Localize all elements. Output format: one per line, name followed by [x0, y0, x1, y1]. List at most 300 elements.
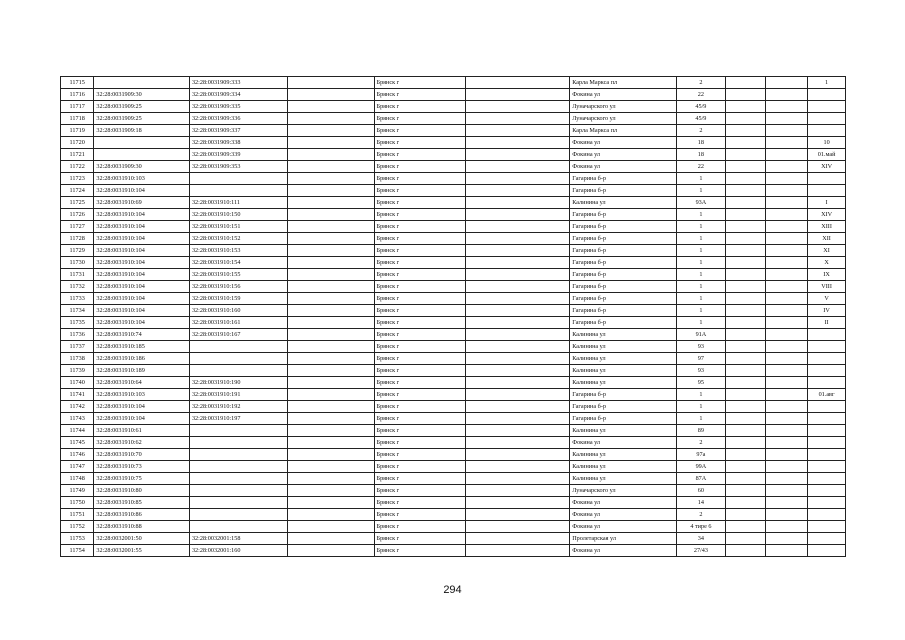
page-number: 294: [443, 584, 462, 596]
table-cell: [765, 113, 807, 125]
table-cell: 32:28:0031910:104: [94, 257, 190, 269]
table-cell: [808, 545, 846, 557]
table-cell: [725, 545, 765, 557]
table-cell: [287, 89, 374, 101]
table-cell: 1: [676, 317, 725, 329]
table-cell: 1: [676, 281, 725, 293]
table-cell: 11721: [61, 149, 94, 161]
table-cell: [465, 449, 570, 461]
table-cell: 11752: [61, 521, 94, 533]
table-cell: 93: [676, 365, 725, 377]
table-cell: [765, 353, 807, 365]
table-row: [61, 173, 846, 185]
table-cell: [765, 161, 807, 173]
table-cell: Брянск г: [374, 113, 465, 125]
table-cell: 32:28:0031909:339: [189, 149, 287, 161]
table-cell: 32:28:0031910:104: [94, 293, 190, 305]
table-cell: 32:28:0031909:337: [189, 125, 287, 137]
table-cell: 11743: [61, 413, 94, 425]
table-cell: 11719: [61, 125, 94, 137]
table-cell: Брянск г: [374, 473, 465, 485]
table-cell: [287, 209, 374, 221]
table-cell: [287, 233, 374, 245]
table-cell: [189, 521, 287, 533]
table-cell: [725, 437, 765, 449]
table-row: [61, 305, 846, 317]
table-cell: [808, 401, 846, 413]
table-cell: [287, 77, 374, 89]
table-cell: 32:28:0031910:104: [94, 209, 190, 221]
table-row: [61, 113, 846, 125]
table-cell: Калинина ул: [570, 353, 677, 365]
table-row: [61, 233, 846, 245]
table-cell: 11746: [61, 449, 94, 461]
table-cell: [465, 341, 570, 353]
table-cell: 22: [676, 89, 725, 101]
table-cell: 11749: [61, 485, 94, 497]
table-cell: [465, 317, 570, 329]
table-cell: [765, 89, 807, 101]
table-cell: [287, 101, 374, 113]
table-cell: [189, 353, 287, 365]
table-cell: 32:28:0031910:85: [94, 497, 190, 509]
table-row: [61, 185, 846, 197]
table-cell: [189, 485, 287, 497]
table-cell: [465, 485, 570, 497]
table-row: [61, 257, 846, 269]
table-row: [61, 461, 846, 473]
table-cell: 32:28:0031910:190: [189, 377, 287, 389]
table-cell: Гагарина б-р: [570, 173, 677, 185]
table-cell: [808, 437, 846, 449]
table-cell: 11733: [61, 293, 94, 305]
table-cell: 32:28:0031910:104: [94, 221, 190, 233]
table-cell: 32:28:0031910:167: [189, 329, 287, 341]
table-row: [61, 533, 846, 545]
table-cell: [808, 101, 846, 113]
table-cell: [725, 461, 765, 473]
table-cell: Брянск г: [374, 281, 465, 293]
table-cell: [287, 329, 374, 341]
table-cell: [465, 137, 570, 149]
table-cell: 32:28:0031910:75: [94, 473, 190, 485]
table-cell: [725, 257, 765, 269]
table-row: [61, 209, 846, 221]
table-cell: [808, 173, 846, 185]
table-cell: 11720: [61, 137, 94, 149]
table-cell: [287, 401, 374, 413]
table-cell: Брянск г: [374, 461, 465, 473]
table-cell: [765, 329, 807, 341]
table-cell: [465, 185, 570, 197]
table-cell: [465, 281, 570, 293]
table-cell: [725, 269, 765, 281]
table-cell: 1: [676, 269, 725, 281]
table-cell: [465, 293, 570, 305]
table-row: [61, 197, 846, 209]
table-cell: 11724: [61, 185, 94, 197]
table-cell: [765, 221, 807, 233]
table-cell: 14: [676, 497, 725, 509]
table-cell: Брянск г: [374, 425, 465, 437]
table-cell: 32:28:0031910:104: [94, 413, 190, 425]
table-cell: [725, 413, 765, 425]
table-cell: Брянск г: [374, 449, 465, 461]
table-cell: [465, 533, 570, 545]
table-cell: Гагарина б-р: [570, 389, 677, 401]
table-cell: [465, 77, 570, 89]
table-row: [61, 509, 846, 521]
table-cell: Брянск г: [374, 533, 465, 545]
table-row: [61, 125, 846, 137]
table-cell: [725, 77, 765, 89]
table-row: [61, 77, 846, 89]
table-cell: Брянск г: [374, 233, 465, 245]
table-cell: Брянск г: [374, 341, 465, 353]
table-cell: 01.авг: [808, 389, 846, 401]
table-cell: 1: [676, 209, 725, 221]
table-cell: 11731: [61, 269, 94, 281]
table-cell: [765, 209, 807, 221]
table-cell: 32:28:0031909:335: [189, 101, 287, 113]
table-cell: 32:28:0031910:151: [189, 221, 287, 233]
table-cell: XIV: [808, 209, 846, 221]
table-cell: [287, 125, 374, 137]
table-cell: [465, 389, 570, 401]
table-row: [61, 437, 846, 449]
table-cell: [725, 305, 765, 317]
table-cell: [287, 149, 374, 161]
table-cell: Гагарина б-р: [570, 281, 677, 293]
table-cell: [808, 473, 846, 485]
table-cell: [808, 449, 846, 461]
table-row: [61, 317, 846, 329]
table-cell: 32:28:0031910:69: [94, 197, 190, 209]
table-cell: 11753: [61, 533, 94, 545]
table-cell: Калинина ул: [570, 329, 677, 341]
table-cell: [189, 461, 287, 473]
table-cell: 32:28:0031910:191: [189, 389, 287, 401]
table-cell: [725, 89, 765, 101]
table-cell: Фокина ул: [570, 497, 677, 509]
table-cell: 45/9: [676, 101, 725, 113]
table-cell: 11735: [61, 317, 94, 329]
table-cell: [765, 233, 807, 245]
table-cell: 97а: [676, 449, 725, 461]
table-cell: [725, 149, 765, 161]
table-cell: 11732: [61, 281, 94, 293]
table-cell: [287, 113, 374, 125]
table-cell: [725, 161, 765, 173]
table-cell: [725, 245, 765, 257]
table-cell: Брянск г: [374, 305, 465, 317]
table-cell: Брянск г: [374, 221, 465, 233]
table-cell: [287, 413, 374, 425]
table-cell: 32:28:0031910:104: [94, 281, 190, 293]
table-cell: [808, 353, 846, 365]
table-cell: 32:28:0031910:61: [94, 425, 190, 437]
table-cell: [465, 305, 570, 317]
table-cell: Брянск г: [374, 257, 465, 269]
table-cell: 32:28:0032001:160: [189, 545, 287, 557]
table-cell: [287, 245, 374, 257]
table-cell: [465, 497, 570, 509]
table-cell: 11740: [61, 377, 94, 389]
table-cell: [725, 125, 765, 137]
table-cell: [765, 533, 807, 545]
table-cell: Гагарина б-р: [570, 245, 677, 257]
table-cell: 34: [676, 533, 725, 545]
table-cell: [725, 281, 765, 293]
table-cell: [765, 545, 807, 557]
table-cell: [808, 89, 846, 101]
table-cell: 11737: [61, 341, 94, 353]
table-cell: 32:28:0031910:111: [189, 197, 287, 209]
table-cell: [287, 509, 374, 521]
table-cell: [725, 293, 765, 305]
table-cell: [765, 149, 807, 161]
table-cell: 32:28:0031910:62: [94, 437, 190, 449]
table-cell: 11717: [61, 101, 94, 113]
table-cell: [808, 425, 846, 437]
table-cell: [765, 497, 807, 509]
table-cell: 32:28:0031910:104: [94, 401, 190, 413]
table-cell: [765, 341, 807, 353]
table-cell: Калинина ул: [570, 473, 677, 485]
table-cell: Брянск г: [374, 101, 465, 113]
table-cell: Калинина ул: [570, 449, 677, 461]
table-cell: Калинина ул: [570, 341, 677, 353]
table-cell: [808, 113, 846, 125]
table-cell: [94, 137, 190, 149]
table-cell: Брянск г: [374, 149, 465, 161]
table-cell: [765, 509, 807, 521]
table-cell: [725, 113, 765, 125]
table-cell: 32:28:0031910:155: [189, 269, 287, 281]
table-cell: 1: [676, 257, 725, 269]
table-cell: 11734: [61, 305, 94, 317]
table-row: [61, 341, 846, 353]
table-cell: [287, 185, 374, 197]
table-cell: [725, 185, 765, 197]
table-row: [61, 245, 846, 257]
table-cell: [465, 161, 570, 173]
table-cell: 11741: [61, 389, 94, 401]
table-cell: 32:28:0031910:70: [94, 449, 190, 461]
table-cell: [465, 329, 570, 341]
table-cell: 1: [676, 185, 725, 197]
table-cell: Луначарского ул: [570, 113, 677, 125]
table-cell: [808, 125, 846, 137]
table-cell: [465, 401, 570, 413]
table-cell: [287, 485, 374, 497]
table-cell: 32:28:0031910:103: [94, 389, 190, 401]
table-cell: 32:28:0031910:80: [94, 485, 190, 497]
table-row: [61, 281, 846, 293]
table-row: [61, 485, 846, 497]
table-cell: 1: [676, 233, 725, 245]
table-cell: Калинина ул: [570, 377, 677, 389]
table-cell: Брянск г: [374, 437, 465, 449]
table-cell: Калинина ул: [570, 461, 677, 473]
table-cell: 32:28:0032001:50: [94, 533, 190, 545]
table-cell: X: [808, 257, 846, 269]
table-cell: [725, 341, 765, 353]
table-cell: 11722: [61, 161, 94, 173]
table-cell: [765, 437, 807, 449]
table-cell: 27/43: [676, 545, 725, 557]
table-cell: [465, 545, 570, 557]
table-cell: [465, 113, 570, 125]
table-cell: [94, 77, 190, 89]
table-cell: 32:28:0031909:30: [94, 161, 190, 173]
table-cell: Калинина ул: [570, 365, 677, 377]
table-cell: 32:28:0031910:156: [189, 281, 287, 293]
table-cell: 32:28:0031910:185: [94, 341, 190, 353]
table-cell: 11738: [61, 353, 94, 365]
table-cell: [465, 197, 570, 209]
table-cell: [725, 425, 765, 437]
table-cell: 32:28:0031909:336: [189, 113, 287, 125]
table-cell: Брянск г: [374, 497, 465, 509]
table-cell: [465, 233, 570, 245]
table-cell: 32:28:0031910:153: [189, 245, 287, 257]
table-cell: Карла Маркса пл: [570, 125, 677, 137]
table-cell: 32:28:0032001:158: [189, 533, 287, 545]
table-cell: [465, 101, 570, 113]
table-row: [61, 161, 846, 173]
table-cell: 11716: [61, 89, 94, 101]
table-cell: Брянск г: [374, 329, 465, 341]
table-cell: Брянск г: [374, 89, 465, 101]
table-cell: Фокина ул: [570, 161, 677, 173]
table-cell: [465, 521, 570, 533]
table-row: [61, 293, 846, 305]
table-cell: [765, 521, 807, 533]
table-cell: Брянск г: [374, 401, 465, 413]
table-cell: 32:28:0031910:189: [94, 365, 190, 377]
table-cell: 32:28:0031910:103: [94, 173, 190, 185]
table-cell: 45/9: [676, 113, 725, 125]
table-cell: [808, 377, 846, 389]
table-cell: 89: [676, 425, 725, 437]
table-cell: [287, 173, 374, 185]
table-cell: 32:28:0031910:159: [189, 293, 287, 305]
table-cell: [189, 497, 287, 509]
table-cell: [765, 281, 807, 293]
table-cell: 32:28:0031910:74: [94, 329, 190, 341]
table-cell: [765, 389, 807, 401]
table-cell: 32:28:0031909:333: [189, 77, 287, 89]
table-cell: Брянск г: [374, 209, 465, 221]
table-cell: Брянск г: [374, 125, 465, 137]
table-cell: 1: [676, 401, 725, 413]
table-cell: 01.май: [808, 149, 846, 161]
table-row: [61, 377, 846, 389]
table-cell: 10: [808, 137, 846, 149]
table-cell: [189, 365, 287, 377]
table-row: [61, 137, 846, 149]
table-cell: [189, 473, 287, 485]
table-row: [61, 449, 846, 461]
table-cell: 18: [676, 137, 725, 149]
table-cell: [287, 257, 374, 269]
table-cell: 11744: [61, 425, 94, 437]
table-cell: 32:28:0031910:197: [189, 413, 287, 425]
table-cell: [765, 257, 807, 269]
table-cell: [765, 77, 807, 89]
table-cell: Брянск г: [374, 545, 465, 557]
table-cell: 32:28:0031910:152: [189, 233, 287, 245]
table-cell: [765, 317, 807, 329]
table-cell: [465, 353, 570, 365]
table-cell: Гагарина б-р: [570, 233, 677, 245]
table-cell: 32:28:0031910:186: [94, 353, 190, 365]
table-cell: [765, 485, 807, 497]
table-cell: [808, 521, 846, 533]
table-cell: [465, 221, 570, 233]
table-cell: Фокина ул: [570, 521, 677, 533]
table-row: [61, 425, 846, 437]
table-cell: [189, 173, 287, 185]
table-cell: 32:28:0031910:88: [94, 521, 190, 533]
table-cell: [725, 497, 765, 509]
table-cell: Луначарского ул: [570, 101, 677, 113]
table-cell: [808, 509, 846, 521]
registry-table-body: [61, 77, 846, 557]
table-cell: Гагарина б-р: [570, 413, 677, 425]
table-cell: [287, 377, 374, 389]
table-cell: [287, 533, 374, 545]
table-cell: [725, 509, 765, 521]
table-row: [61, 413, 846, 425]
table-cell: Брянск г: [374, 389, 465, 401]
table-cell: [765, 425, 807, 437]
table-cell: 11745: [61, 437, 94, 449]
table-cell: 1: [676, 305, 725, 317]
table-cell: [725, 521, 765, 533]
table-cell: [287, 365, 374, 377]
table-cell: 32:28:0031910:104: [94, 269, 190, 281]
table-cell: 4 тире 6: [676, 521, 725, 533]
table-cell: 11726: [61, 209, 94, 221]
table-cell: Брянск г: [374, 377, 465, 389]
table-cell: 11723: [61, 173, 94, 185]
table-cell: Луначарского ул: [570, 485, 677, 497]
table-cell: [287, 317, 374, 329]
table-cell: [287, 389, 374, 401]
table-cell: Брянск г: [374, 137, 465, 149]
table-cell: [465, 473, 570, 485]
table-cell: 93: [676, 341, 725, 353]
table-cell: 32:28:0031909:338: [189, 137, 287, 149]
table-cell: [725, 173, 765, 185]
registry-table: [60, 76, 846, 557]
table-cell: Брянск г: [374, 365, 465, 377]
table-cell: Гагарина б-р: [570, 401, 677, 413]
table-cell: Гагарина б-р: [570, 209, 677, 221]
table-cell: Брянск г: [374, 269, 465, 281]
table-cell: [725, 389, 765, 401]
table-cell: [765, 125, 807, 137]
table-cell: 93А: [676, 197, 725, 209]
table-cell: [808, 461, 846, 473]
table-cell: [765, 197, 807, 209]
table-cell: 99А: [676, 461, 725, 473]
table-cell: [287, 269, 374, 281]
table-cell: [189, 185, 287, 197]
table-cell: [725, 353, 765, 365]
